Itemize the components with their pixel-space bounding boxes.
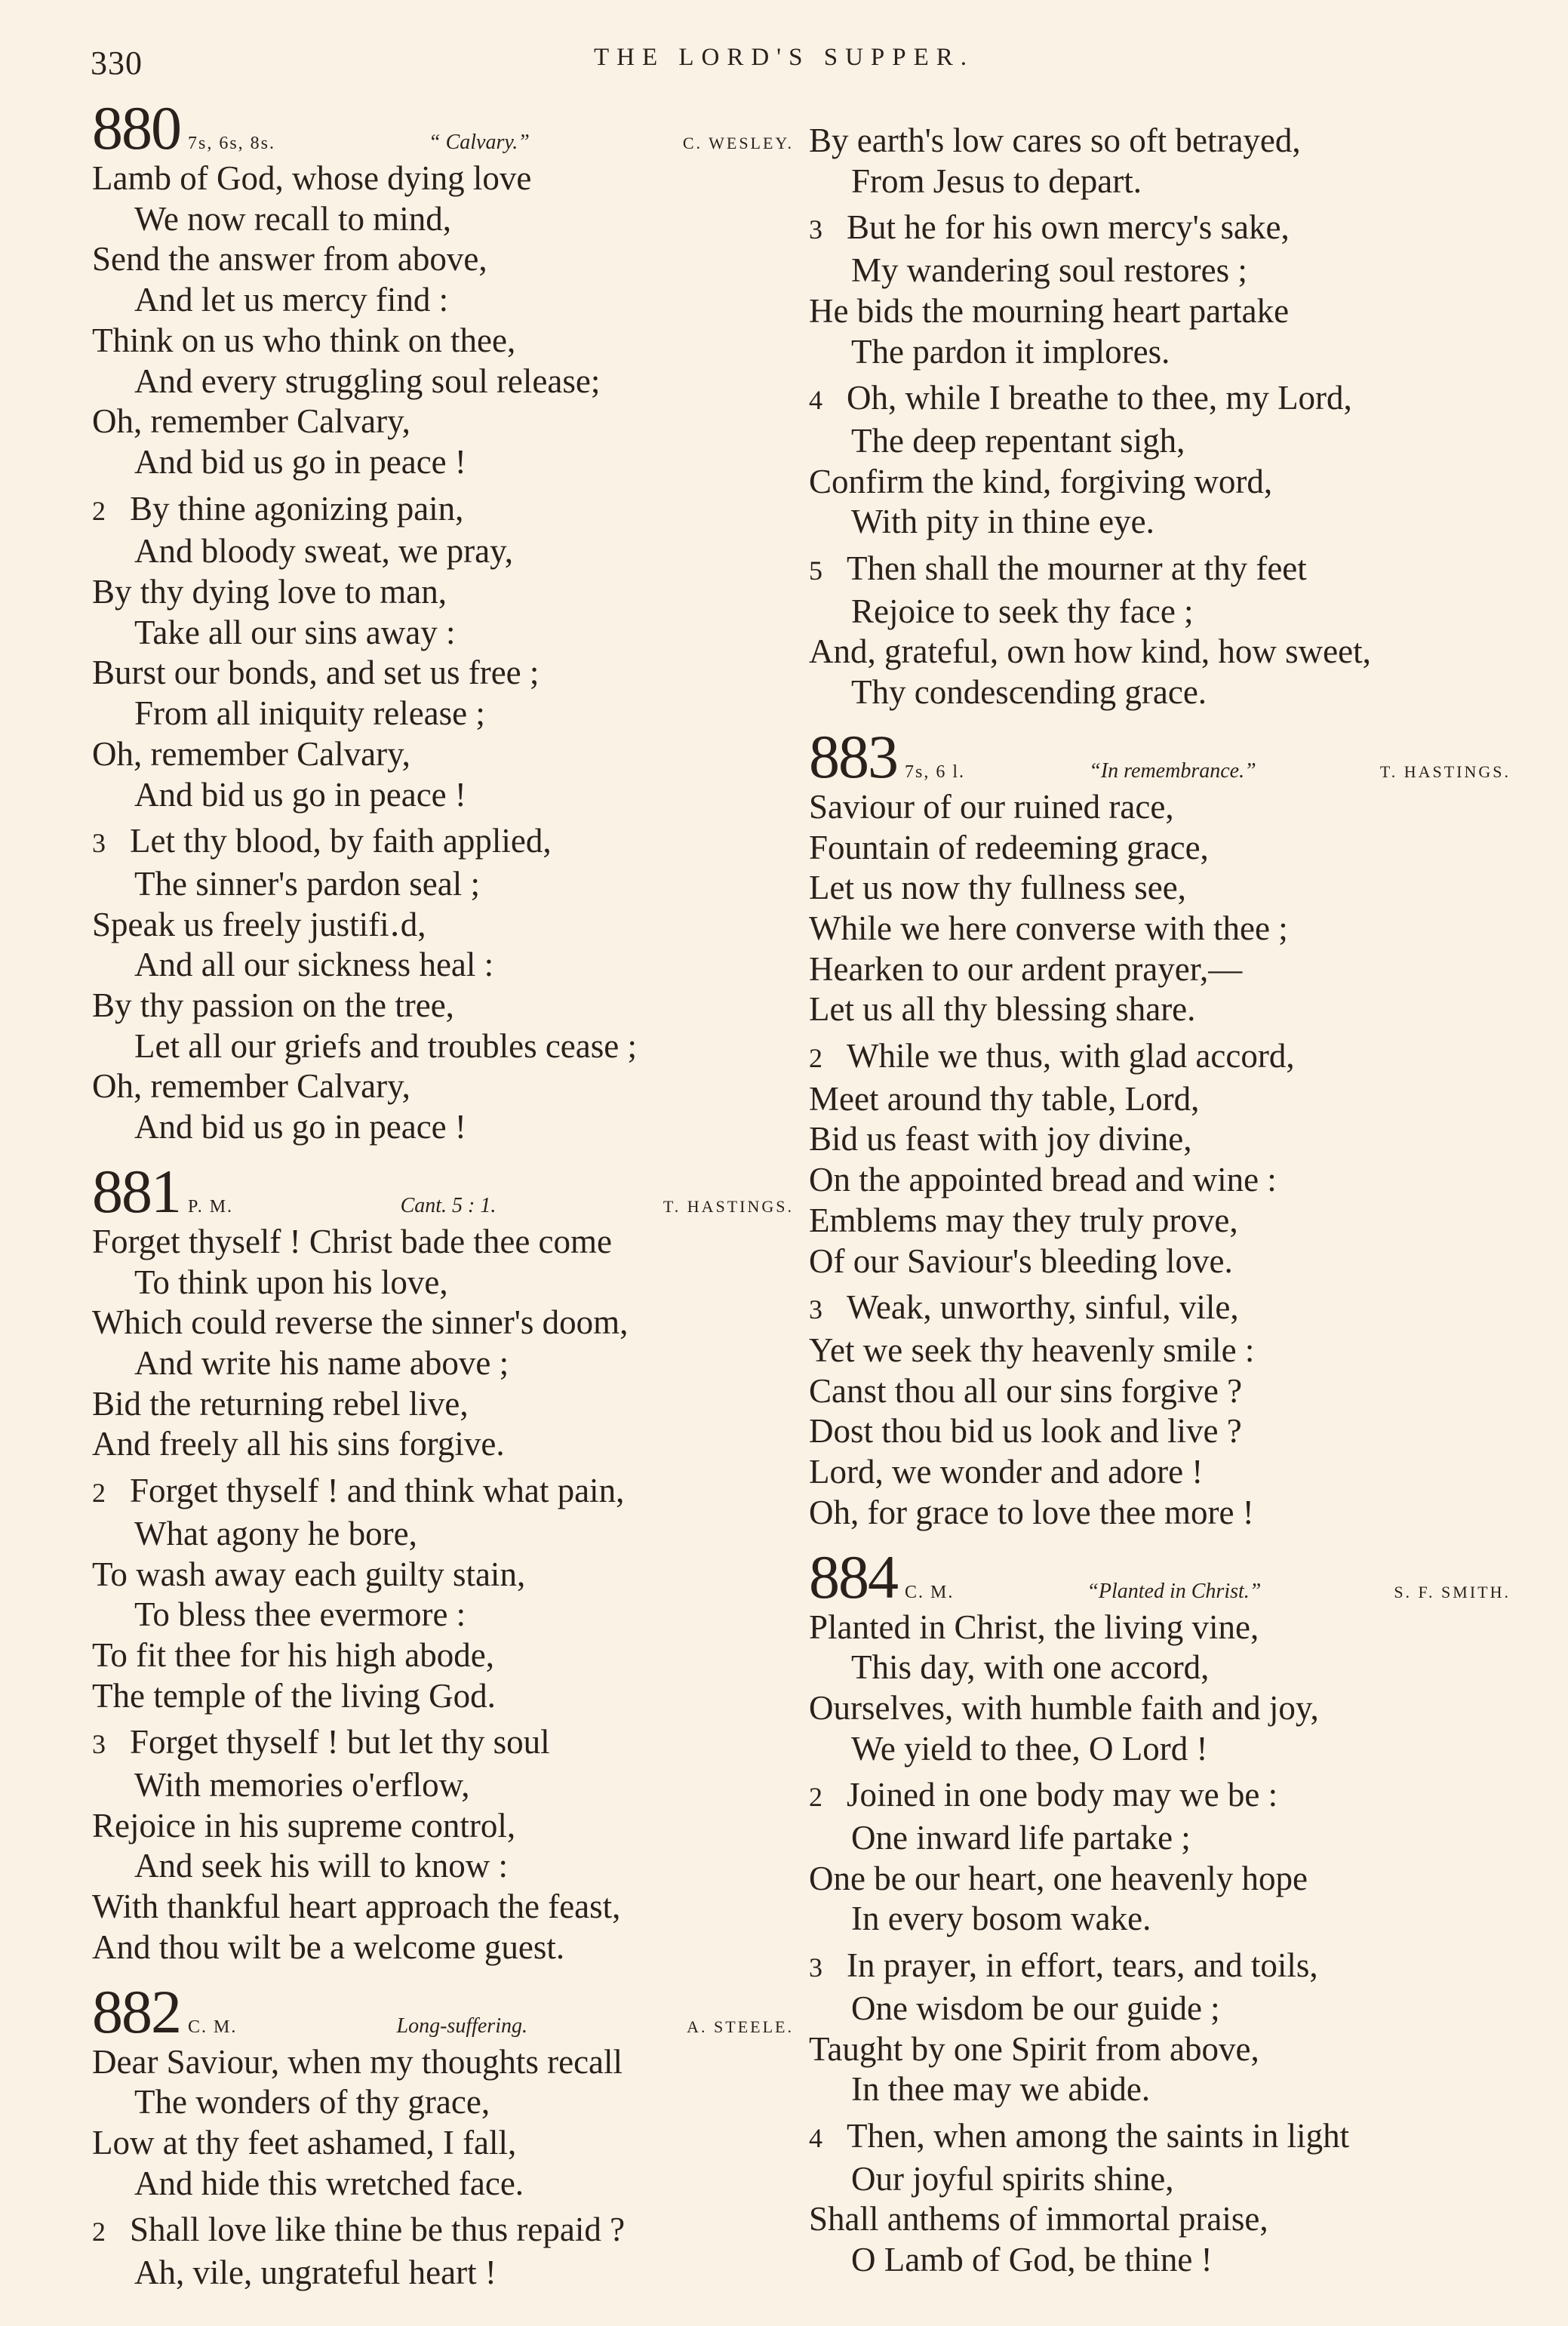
verse-line: Lamb of God, whose dying love <box>92 159 532 197</box>
verse <box>92 1722 794 1968</box>
verse-line: Burst our bonds, and set us free ; <box>92 654 540 692</box>
verse-line: Canst thou all our sins forgive ? <box>809 1371 1243 1410</box>
verse-line: One inward life partake ; <box>851 1819 1191 1857</box>
verse <box>809 549 1511 713</box>
verse-line: Taught by one Spirit from above, <box>809 2029 1259 2068</box>
verse-line: Hearken to our ardent prayer,— <box>809 949 1243 988</box>
verse-line: Yet we seek thy heavenly smile : <box>809 1331 1255 1369</box>
verse-line: And all our sickness heal : <box>134 946 494 984</box>
verse-line: And seek his will to know : <box>134 1847 508 1885</box>
right-column <box>809 121 1511 2294</box>
verse-line: Dost thou bid us look and live ? <box>809 1412 1242 1451</box>
verse-number: 2 <box>92 495 106 526</box>
verse-line: Joined in one body may we be : <box>847 1776 1278 1814</box>
verse-line: Forget thyself ! and think what pain, <box>130 1472 625 1510</box>
hymn-header <box>92 1156 794 1226</box>
hymn-number: 884 <box>809 1542 897 1611</box>
verse-line: Let us now thy fullness see, <box>809 869 1186 907</box>
verse-line: Confirm the kind, forgiving word, <box>809 462 1273 500</box>
verse-line: With thankful heart approach the feast, <box>92 1888 621 1926</box>
verse-line: And bloody sweat, we pray, <box>134 532 513 571</box>
verse <box>809 2116 1511 2281</box>
verse-line: And freely all his sins forgive. <box>92 1425 505 1463</box>
verse-line: Let all our griefs and troubles cease ; <box>134 1026 637 1065</box>
verse <box>809 1608 1511 1770</box>
verse-line: In prayer, in effort, tears, and toils, <box>847 1946 1318 1985</box>
verse-line: By thy dying love to man, <box>92 573 447 611</box>
verse-line: In thee may we abide. <box>851 2070 1151 2109</box>
hymn-tune: “Planted in Christ.” <box>1087 1579 1262 1603</box>
left-column <box>92 94 794 2307</box>
verse-line: With memories o'erflow, <box>134 1766 470 1804</box>
verse-line: Shall anthems of immortal praise, <box>809 2200 1268 2238</box>
verse <box>92 158 794 483</box>
verse <box>92 1222 794 1465</box>
verse-line: And thou wilt be a welcome guest. <box>92 1928 565 1966</box>
hymn-meter: P. M. <box>188 1196 234 1217</box>
verse-line: The pardon it implores. <box>851 332 1170 371</box>
verse-line: Lord, we wonder and adore ! <box>809 1453 1204 1491</box>
hymn-number: 881 <box>92 1156 180 1226</box>
verse-line: But he for his own mercy's sake, <box>847 208 1290 247</box>
verse-line: And bid us go in peace ! <box>134 1108 466 1146</box>
verse-line: The temple of the living God. <box>92 1676 496 1715</box>
verse <box>809 1946 1511 2110</box>
hymn-tune: “In remembrance.” <box>1089 758 1256 783</box>
hymn-tune: “ Calvary.” <box>429 131 530 154</box>
verse-line: While we here converse with thee ; <box>809 909 1288 947</box>
verse-line: And bid us go in peace ! <box>134 775 466 814</box>
verse-line: Forget thyself ! but let thy soul <box>130 1723 550 1761</box>
verse-line: And hide this wretched face. <box>134 2164 524 2202</box>
verse-line: Bid the returning rebel live, <box>92 1384 469 1423</box>
verse-line: Of our Saviour's bleeding love. <box>809 1241 1233 1280</box>
verse-line: What agony he bore, <box>134 1514 417 1552</box>
verse <box>809 787 1511 1030</box>
verse-number: 3 <box>809 1952 822 1983</box>
verse-line: And bid us go in peace ! <box>134 442 466 481</box>
hymn-882 <box>92 1977 794 2294</box>
verse-line: He bids the mourning heart partake <box>809 291 1290 330</box>
verse <box>809 378 1511 543</box>
running-head: THE LORD'S SUPPER. <box>593 44 975 71</box>
verse-number: 2 <box>92 1478 106 1509</box>
verse-line: Which could reverse the sinner's doom, <box>92 1303 629 1342</box>
verse-line: Meet around thy table, Lord, <box>809 1079 1200 1118</box>
hymn-meter: C. M. <box>188 2017 238 2037</box>
verse-line: Oh, remember Calvary, <box>92 1067 410 1106</box>
verse-line: By earth's low cares so oft betrayed, <box>809 122 1301 159</box>
verse-line: The deep repentant sigh, <box>851 421 1185 460</box>
hymn-880 <box>92 94 794 1148</box>
verse <box>92 1471 794 1716</box>
hymn-author: A. STEELE. <box>687 2017 794 2036</box>
verse-line: Thy condescending grace. <box>851 673 1207 712</box>
verse-line: To fit thee for his high abode, <box>92 1635 494 1674</box>
verse-line: From all iniquity release ; <box>134 694 485 733</box>
verse-number: 5 <box>809 555 822 586</box>
verse-line: By thine agonizing pain, <box>130 489 464 528</box>
hymn-header <box>809 721 1511 791</box>
verse-line: Ourselves, with humble faith and joy, <box>809 1688 1319 1727</box>
verse-line: Ah, vile, ungrateful heart ! <box>134 2254 497 2292</box>
verse-line: Send the answer from above, <box>92 240 487 278</box>
hymn-meter: 7s, 6s, 8s. <box>188 134 276 153</box>
verse-line: And write his name above ; <box>134 1343 509 1382</box>
verse-line: And let us mercy find : <box>134 281 449 319</box>
verse-line: We now recall to mind, <box>134 199 452 238</box>
verse-line: My wandering soul restores ; <box>851 251 1247 290</box>
hymn-number: 882 <box>92 1977 180 2046</box>
hymn-883 <box>809 721 1511 1534</box>
verse-line: Think on us who think on thee, <box>92 321 516 359</box>
verse-line: Planted in Christ, the living vine, <box>809 1608 1259 1646</box>
verse-line: The wonders of thy grace, <box>134 2083 490 2121</box>
hymn-author: S. F. SMITH. <box>1394 1582 1511 1601</box>
verse-line: Shall love like thine be thus repaid ? <box>130 2211 626 2249</box>
hymn-author: T. HASTINGS. <box>663 1196 794 1216</box>
verse-line: Oh, for grace to love thee more ! <box>809 1493 1254 1531</box>
verse-line: One be our heart, one heavenly hope <box>809 1859 1308 1897</box>
verse-number: 3 <box>809 214 822 245</box>
verse-line: Speak us freely justifi․d, <box>92 905 426 943</box>
page-number: 330 <box>91 45 143 82</box>
verse-number: 4 <box>809 385 822 416</box>
verse-line: By thy passion on the tree, <box>92 986 454 1025</box>
verse-number: 4 <box>809 2122 822 2153</box>
verse <box>809 121 1511 202</box>
hymn-meter: 7s, 6 l. <box>905 761 966 782</box>
verse <box>92 489 794 816</box>
verse-line: Our joyful spirits shine, <box>851 2159 1174 2198</box>
hymn-header <box>92 94 794 162</box>
hymn-header <box>809 1542 1511 1611</box>
verse-line: Dear Saviour, when my thoughts recall <box>92 2042 623 2081</box>
verse <box>809 1036 1511 1281</box>
verse-line: Forget thyself ! Christ bade thee come <box>92 1222 612 1260</box>
verse-line: To think upon his love, <box>134 1263 448 1301</box>
hymn-882-continued <box>809 121 1511 713</box>
verse-line: Oh, remember Calvary, <box>92 734 410 773</box>
hymn-881 <box>92 1156 794 1968</box>
hymn-author: C. WESLEY. <box>682 134 794 152</box>
verse-line: Fountain of redeeming grace, <box>809 828 1209 866</box>
verse-line: This day, with one accord, <box>851 1648 1210 1687</box>
verse-line: Rejoice to seek thy face ; <box>851 592 1194 630</box>
verse <box>92 821 794 1148</box>
verse-line: Weak, unworthy, sinful, vile, <box>847 1288 1239 1327</box>
verse <box>92 2042 794 2204</box>
verse-line: With pity in thine eye. <box>851 503 1154 541</box>
verse-line: And, grateful, own how kind, how sweet, <box>809 632 1371 671</box>
hymn-number: 880 <box>92 94 180 162</box>
verse-line: To bless thee evermore : <box>134 1595 466 1634</box>
verse-line: Then shall the mourner at thy feet <box>847 549 1307 588</box>
verse-line: One wisdom be our guide ; <box>851 1989 1220 2027</box>
verse <box>809 1775 1511 1940</box>
hymn-author: T. HASTINGS. <box>1379 761 1511 781</box>
verse <box>809 1288 1511 1533</box>
hymn-884 <box>809 1542 1511 2281</box>
verse-line: Oh, while I breathe to thee, my Lord, <box>847 379 1352 417</box>
verse-line: From Jesus to depart. <box>851 162 1142 200</box>
verse-line: Bid us feast with joy divine, <box>809 1120 1192 1158</box>
verse-line: Take all our sins away : <box>134 613 456 651</box>
verse-line: O Lamb of God, be thine ! <box>851 2241 1213 2279</box>
verse-number: 2 <box>809 1782 822 1813</box>
verse-line: To wash away each guilty stain, <box>92 1555 526 1593</box>
verse-line: Rejoice in his supreme control, <box>92 1806 516 1844</box>
verse-line: While we thus, with glad accord, <box>847 1037 1295 1075</box>
verse-line: Saviour of our ruined race, <box>809 787 1174 826</box>
verse-line: Let us all thy blessing share. <box>809 990 1196 1029</box>
verse-line: Emblems may they truly prove, <box>809 1201 1238 1239</box>
hymn-number: 883 <box>809 721 897 791</box>
verse-number: 3 <box>92 1729 106 1760</box>
verse-line: The sinner's pardon seal ; <box>134 864 480 903</box>
hymn-header <box>92 1977 794 2046</box>
verse <box>809 208 1511 372</box>
verse-number: 2 <box>92 2217 106 2248</box>
verse-line: Let thy blood, by faith applied, <box>130 822 552 860</box>
verse-number: 3 <box>92 828 106 859</box>
hymn-tune: Long-suffering. <box>396 2014 527 2038</box>
verse-line: In every bosom wake. <box>851 1900 1151 1938</box>
verse-line: We yield to thee, O Lord ! <box>851 1729 1208 1768</box>
verse-line: Then, when among the saints in light <box>847 2116 1350 2155</box>
verse-number: 3 <box>809 1294 822 1325</box>
verse-line: Low at thy feet ashamed, I fall, <box>92 2123 517 2161</box>
verse-line: And every struggling soul release; <box>134 362 601 400</box>
verse <box>92 2210 794 2293</box>
verse-number: 2 <box>809 1043 822 1074</box>
verse-line: On the appointed bread and wine : <box>809 1161 1277 1199</box>
hymn-meter: C. M. <box>905 1582 955 1602</box>
verse-line: Oh, remember Calvary, <box>92 402 410 441</box>
hymn-tune: Cant. 5 : 1. <box>400 1193 497 1217</box>
